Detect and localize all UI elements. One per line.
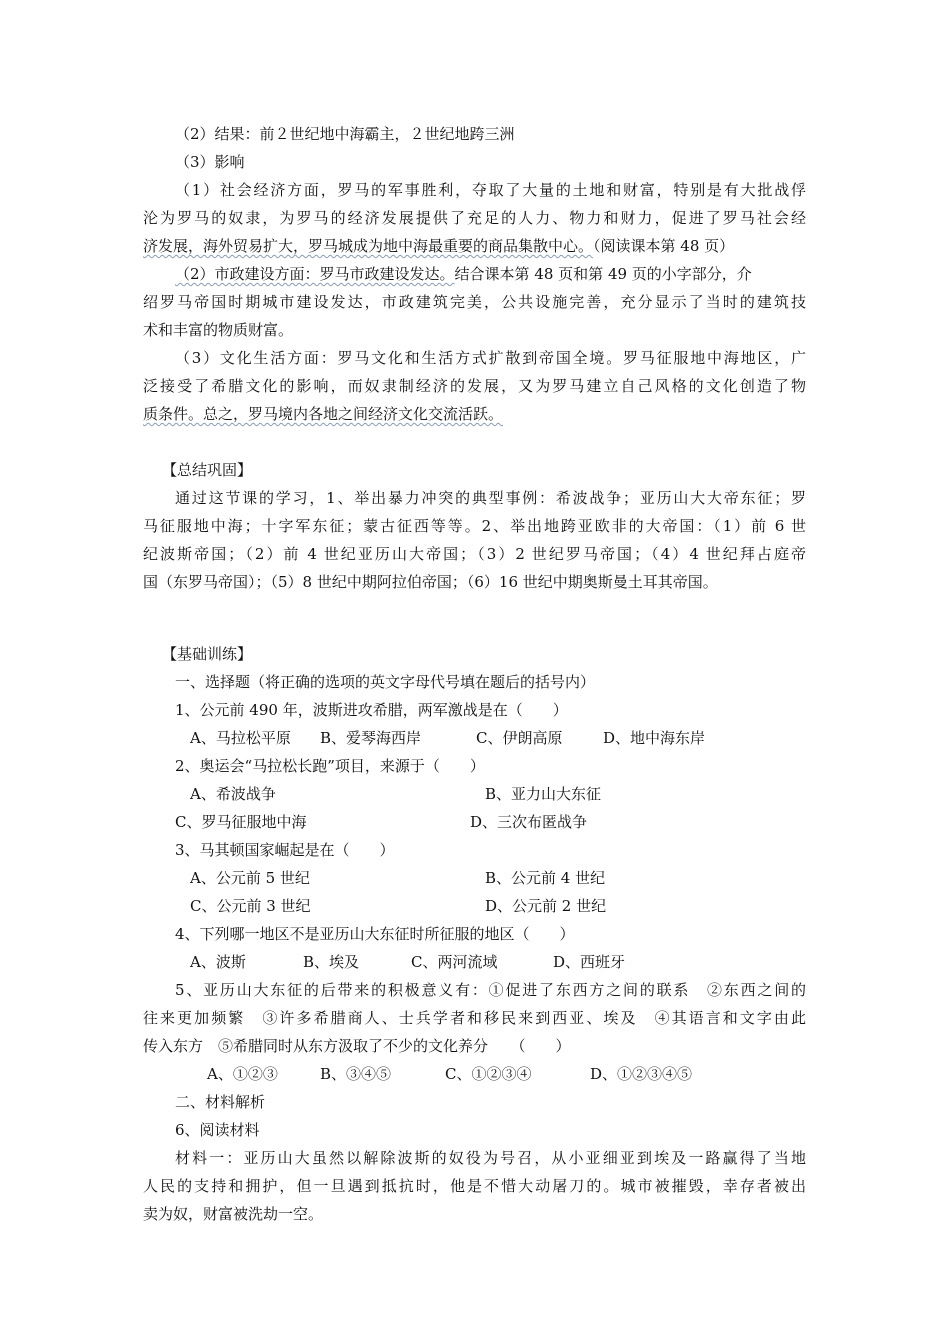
q4-option-b: B、埃及: [303, 953, 360, 971]
culture-underlined-text: 质条件。总之，罗马境内各地之间经济文化交流活跃。: [143, 405, 504, 423]
q5-option-c: C、①②③④: [445, 1065, 532, 1083]
question-4: 4、下列哪一地区不是亚历山大东征时所征服的地区（ ）: [175, 925, 575, 943]
paragraph-culture-line1: （3）文化生活方面：罗马文化和生活方式扩散到帝国全境。罗马征服地中海地区，广: [175, 349, 806, 367]
q1-option-b: B、爱琴海西岸: [320, 729, 422, 747]
municipal-underlined-text: （2）市政建设方面：罗马市政建设发达。: [175, 265, 455, 283]
paragraph-economy-line3: [143, 236, 734, 256]
q3-option-d: D、公元前 2 世纪: [485, 897, 607, 915]
q5-option-b: B、③④⑤: [320, 1065, 392, 1083]
q3-option-c: C、公元前 3 世纪: [190, 897, 311, 915]
question-3-options-row2: [0, 896, 950, 916]
question-5-line2: 往来更加频繁 ③许多希腊商人、士兵学者和移民来到西亚、埃及 ④其语言和文字由此: [143, 1009, 806, 1027]
paragraph-municipal-line3: 术和丰富的物质财富。: [143, 321, 294, 339]
material-1-line2: 人民的支持和拥护，但一旦遇到抵抗时，他是不惜大动屠刀的。城市被摧毁，幸存者被出: [143, 1177, 806, 1195]
question-5-line3: 传入东方 ⑤希腊同时从东方汲取了不少的文化养分 （ ）: [143, 1037, 571, 1055]
q5-option-a: A、①②③: [207, 1065, 278, 1083]
paragraph-municipal-line2: 绍罗马帝国时期城市建设发达，市政建筑完美，公共设施完善，充分显示了当时的建筑技: [143, 293, 806, 311]
question-6: 6、阅读材料: [175, 1121, 260, 1139]
paragraph-economy-line1: （1）社会经济方面，罗马的军事胜利，夺取了大量的土地和财富，特别是有大批战俘: [175, 181, 806, 199]
q2-option-b: B、亚力山大东征: [485, 785, 602, 803]
question-2: 2、奥运会“马拉松长跑”项目，来源于（ ）: [175, 757, 485, 775]
q2-option-d: D、三次布匿战争: [470, 813, 588, 831]
summary-line3: 纪波斯帝国；（2）前 4 世纪亚历山大帝国；（3）2 世纪罗马帝国；（4）4 世纪拜占庭帝: [143, 545, 806, 563]
economy-reading-note: （阅读课本第 48 页）: [593, 237, 735, 255]
question-2-options-row1: [0, 784, 950, 804]
q2-option-a: A、希波战争: [190, 785, 276, 803]
q4-option-a: A、波斯: [190, 953, 246, 971]
part2-title: 二、材料解析: [175, 1093, 266, 1111]
paragraph-culture-line3: [143, 404, 503, 424]
question-3: 3、马其顿国家崛起是在（ ）: [175, 841, 395, 859]
paragraph-municipal-line1: [175, 264, 752, 284]
q1-option-d: D、地中海东岸: [603, 729, 706, 747]
q2-option-c: C、罗马征服地中海: [175, 813, 307, 831]
question-3-options-row1: [0, 868, 950, 888]
summary-line1: 通过这节课的学习，1、举出暴力冲突的典型事例：希波战争；亚历山大大帝东征；罗: [175, 489, 806, 507]
question-1-options: [0, 728, 950, 748]
question-1: 1、公元前 490 年，波斯进攻希腊，两军激战是在（ ）: [175, 701, 568, 719]
question-5-options: [0, 1064, 950, 1084]
part1-title: 一、选择题（将正确的选项的英文字母代号填在题后的括号内）: [175, 673, 596, 691]
training-heading: 【基础训练】: [162, 645, 253, 663]
municipal-reading-note: 结合课本第 48 页和第 49 页的小字部分，介: [454, 265, 752, 283]
summary-line4: 国（东罗马帝国）；（5）8 世纪中期阿拉伯帝国；（6）16 世纪中期奥斯曼土耳其帝国。: [143, 573, 718, 591]
q1-option-a: A、马拉松平原: [190, 729, 291, 747]
material-1-line3: 卖为奴，财富被洗劫一空。: [143, 1205, 324, 1223]
summary-heading: 【总结巩固】: [162, 461, 253, 479]
q5-option-d: D、①②③④⑤: [590, 1065, 693, 1083]
q1-option-c: C、伊朗高原: [476, 729, 563, 747]
economy-underlined-text: 济发展，海外贸易扩大，罗马城成为地中海最重要的商品集散中心。: [143, 237, 594, 255]
result-line: （2）结果：前２世纪地中海霸主，２世纪地跨三洲: [175, 125, 515, 143]
question-4-options: [0, 952, 950, 972]
question-2-options-row2: [0, 812, 950, 832]
paragraph-culture-line2: 泛接受了希腊文化的影响，而奴隶制经济的发展，又为罗马建立自己风格的文化创造了物: [143, 377, 806, 395]
material-1-line1: 材料一：亚历山大虽然以解除波斯的奴役为号召，从小亚细亚到埃及一路赢得了当地: [175, 1149, 806, 1167]
q3-option-a: A、公元前 5 世纪: [190, 869, 310, 887]
impact-title: （3）影响: [175, 153, 245, 171]
summary-line2: 马征服地中海；十字军东征；蒙古征西等等。2、举出地跨亚欧非的大帝国：（1）前 6 世: [143, 517, 806, 535]
question-5-line1: 5、亚历山大东征的后带来的积极意义有：①促进了东西方之间的联系 ②东西之间的: [175, 981, 806, 999]
q4-option-d: D、西班牙: [553, 953, 626, 971]
q3-option-b: B、公元前 4 世纪: [485, 869, 606, 887]
q4-option-c: C、两河流域: [411, 953, 498, 971]
paragraph-economy-line2: 沦为罗马的奴隶，为罗马的经济发展提供了充足的人力、物力和财力，促进了罗马社会经: [143, 209, 806, 227]
